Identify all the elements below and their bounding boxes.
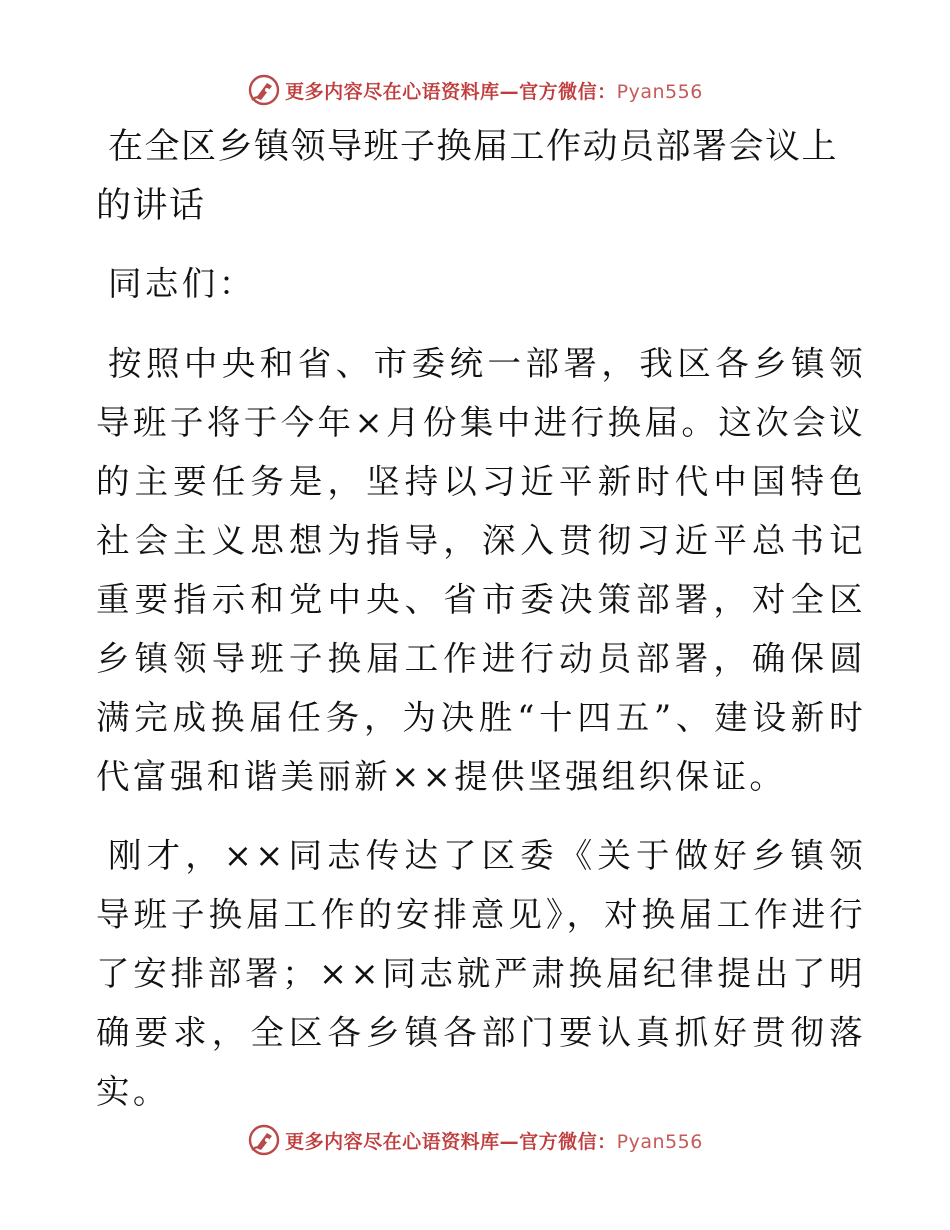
- watermark-label: 更多内容尽在心语资料库—官方微信：: [285, 80, 617, 103]
- watermark-label: 更多内容尽在心语资料库—官方微信：: [285, 1130, 617, 1153]
- watermark-text: [285, 77, 703, 104]
- salutation: 同志们：: [108, 264, 256, 303]
- watermark-handle: Pyan556: [616, 80, 703, 103]
- document-body: [96, 118, 866, 1121]
- footer-watermark: [0, 1120, 950, 1160]
- paragraph-2: 刚才，××同志传达了区委《关于做好乡镇领导班子换届工作的安排意见》，对换届工作进行了安排部署；××同志就严肃换届纪律提出了明确要求，全区各乡镇各部门要认真抓好贯彻落实。: [96, 836, 866, 1111]
- watermark-text: [285, 1127, 703, 1154]
- watermark-handle: Pyan556: [616, 1130, 703, 1153]
- pen-nib-icon: [247, 1123, 281, 1157]
- document-title: 在全区乡镇领导班子换届工作动员部署会议上的讲话: [96, 127, 839, 226]
- pen-nib-icon: [247, 73, 281, 107]
- paragraph-1: 按照中央和省、市委统一部署，我区各乡镇领导班子将于今年×月份集中进行换届。这次会议的主要任务是，坚持以习近平新时代中国特色社会主义思想为指导，深入贯彻习近平总书记重要指示和党中央、省市委决策部署，对全区乡镇领导班子换届工作进行动员部署，确保圆满完成换届任务，为决胜“十四五”、建设新时代富强和谐美丽新××提供坚强组织保证。: [96, 344, 866, 796]
- header-watermark: [0, 70, 950, 110]
